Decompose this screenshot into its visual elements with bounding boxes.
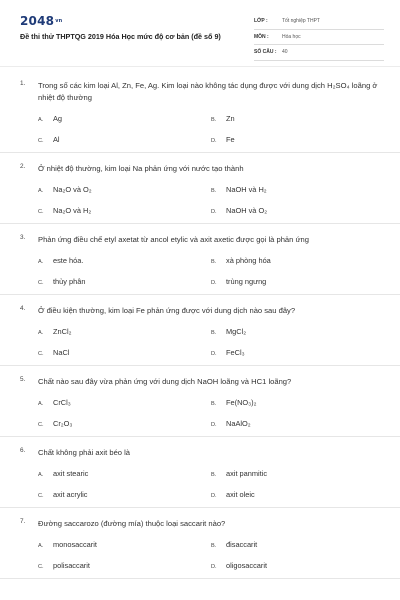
option-letter: D. xyxy=(211,209,217,215)
meta-key: SỐ CÂU : xyxy=(254,49,277,56)
answer-option-d[interactable] xyxy=(211,490,255,499)
option-text: NaAlO₂ xyxy=(226,419,251,428)
answer-options xyxy=(0,459,400,507)
page-header xyxy=(0,0,400,62)
question-item xyxy=(0,447,400,518)
option-text: axit panmitic xyxy=(226,469,268,478)
option-text: Ag xyxy=(53,114,63,123)
question-text: Chất không phải axit béo là xyxy=(38,448,131,457)
option-letter: B. xyxy=(211,543,217,549)
option-text: Al xyxy=(53,135,60,144)
logo-domain: vn xyxy=(55,18,63,24)
option-text: thủy phân xyxy=(53,277,86,286)
option-text: Na₂O và H₂ xyxy=(53,206,92,215)
exam-meta xyxy=(254,14,384,61)
answer-option-a[interactable] xyxy=(38,256,83,265)
answer-options xyxy=(0,246,400,294)
answer-options xyxy=(0,530,400,578)
meta-key: MÔN : xyxy=(254,33,269,40)
question-spacer xyxy=(0,224,400,234)
answer-option-a[interactable] xyxy=(38,114,62,123)
option-text: Fe xyxy=(226,135,235,144)
site-logo[interactable] xyxy=(20,14,62,28)
answer-option-b[interactable] xyxy=(211,256,271,265)
option-text: axit stearic xyxy=(53,469,89,478)
answer-option-b[interactable] xyxy=(211,327,246,336)
answer-options xyxy=(0,175,400,223)
option-letter: D. xyxy=(211,138,217,144)
answer-options xyxy=(0,317,400,365)
option-letter: C. xyxy=(38,209,44,215)
option-text: NaOH và H₂ xyxy=(226,185,267,194)
answer-option-b[interactable] xyxy=(211,114,235,123)
answer-option-b[interactable] xyxy=(211,469,267,478)
question-header xyxy=(0,163,400,175)
question-number: 1. xyxy=(20,80,26,87)
answer-option-c[interactable] xyxy=(38,490,88,499)
question-spacer xyxy=(0,295,400,305)
option-letter: D. xyxy=(211,280,217,286)
option-letter: B. xyxy=(211,188,217,194)
question-header xyxy=(0,80,400,104)
question-list xyxy=(0,80,400,589)
question-spacer xyxy=(0,153,400,163)
question-text: Ở điều kiện thường, kim loại Fe phản ứng được với dung dịch nào sau đây? xyxy=(38,306,296,315)
question-number: 7. xyxy=(20,518,26,525)
option-text: monosaccarit xyxy=(53,540,97,549)
question-item xyxy=(0,518,400,589)
option-letter: A. xyxy=(38,472,44,478)
answer-option-a[interactable] xyxy=(38,327,71,336)
question-item xyxy=(0,163,400,234)
question-header xyxy=(0,234,400,246)
option-letter: D. xyxy=(211,564,217,570)
option-text: Fe(NO₃)₂ xyxy=(226,398,257,407)
option-letter: D. xyxy=(211,493,217,499)
answer-option-d[interactable] xyxy=(211,277,266,286)
option-letter: C. xyxy=(38,564,44,570)
question-text: Đường saccarozo (đường mía) thuộc loại saccarit nào? xyxy=(38,519,226,528)
option-letter: C. xyxy=(38,351,44,357)
option-text: FeCl₃ xyxy=(226,348,245,357)
option-letter: C. xyxy=(38,493,44,499)
option-text: oligosaccarit xyxy=(226,561,268,570)
question-item xyxy=(0,305,400,376)
meta-row-subject xyxy=(254,30,384,46)
question-item xyxy=(0,234,400,305)
answer-option-c[interactable] xyxy=(38,206,91,215)
answer-option-b[interactable] xyxy=(211,185,267,194)
option-text: MgCl₂ xyxy=(226,327,247,336)
question-item xyxy=(0,376,400,447)
answer-option-a[interactable] xyxy=(38,185,92,194)
option-text: este hóa. xyxy=(53,256,84,265)
question-text: Trong số các kim loại Al, Zn, Fe, Ag. Kim loại nào không tác dụng được với dung dịch H₂SO₄ loãng ở nhiệt độ thường xyxy=(38,81,378,102)
answer-option-a[interactable] xyxy=(38,398,71,407)
answer-options xyxy=(0,104,400,152)
option-letter: B. xyxy=(211,117,217,123)
question-header xyxy=(0,518,400,530)
option-text: trùng ngưng xyxy=(226,277,267,286)
question-text: Ở nhiệt độ thường, kim loại Na phản ứng với nước tạo thành xyxy=(38,164,244,173)
option-letter: B. xyxy=(211,401,217,407)
option-text: axit acrylic xyxy=(53,490,88,499)
option-letter: C. xyxy=(38,422,44,428)
option-letter: B. xyxy=(211,330,217,336)
option-letter: A. xyxy=(38,188,44,194)
answer-options xyxy=(0,388,400,436)
option-text: Cr₂O₃ xyxy=(53,419,73,428)
option-text: CrCl₃ xyxy=(53,398,71,407)
option-text: polisaccarit xyxy=(53,561,90,570)
answer-option-b[interactable] xyxy=(211,398,257,407)
question-spacer xyxy=(0,437,400,447)
meta-key: LỚP : xyxy=(254,18,268,25)
question-header xyxy=(0,305,400,317)
answer-option-a[interactable] xyxy=(38,469,88,478)
meta-value: 40 xyxy=(282,49,288,56)
question-header xyxy=(0,447,400,459)
answer-option-b[interactable] xyxy=(211,540,257,549)
option-letter: C. xyxy=(38,138,44,144)
answer-option-c[interactable] xyxy=(38,419,72,428)
question-text: Phản ứng điều chế etyl axetat từ ancol etylic và axit axetic được gọi là phản ứng xyxy=(38,235,309,244)
question-spacer xyxy=(0,579,400,589)
answer-option-a[interactable] xyxy=(38,540,97,549)
question-spacer xyxy=(0,366,400,376)
option-letter: A. xyxy=(38,117,44,123)
option-letter: A. xyxy=(38,259,44,265)
option-text: NaCl xyxy=(53,348,70,357)
option-letter: D. xyxy=(211,351,217,357)
option-text: đisaccarit xyxy=(226,540,258,549)
answer-option-d[interactable] xyxy=(211,135,235,144)
option-letter: C. xyxy=(38,280,44,286)
meta-row-count xyxy=(254,45,384,61)
question-item xyxy=(0,80,400,163)
header-divider xyxy=(0,66,400,67)
option-text: Na₂O và O₂ xyxy=(53,185,92,194)
question-number: 3. xyxy=(20,234,26,241)
meta-value: Hóa học xyxy=(282,33,301,40)
answer-option-c[interactable] xyxy=(38,561,90,570)
answer-option-d[interactable] xyxy=(211,206,267,215)
option-letter: B. xyxy=(211,472,217,478)
question-number: 5. xyxy=(20,376,26,383)
option-text: NaOH và O₂ xyxy=(226,206,268,215)
meta-value: Tốt nghiệp THPT xyxy=(282,18,320,25)
answer-option-c[interactable] xyxy=(38,135,60,144)
answer-option-c[interactable] xyxy=(38,277,85,286)
option-text: Zn xyxy=(226,114,235,123)
meta-row-class xyxy=(254,14,384,30)
logo-text: 2048 xyxy=(20,14,55,28)
exam-title: Đề thi thử THPTQG 2019 Hóa Học mức độ cơ bản (đề số 9) xyxy=(20,32,221,41)
answer-option-c[interactable] xyxy=(38,348,69,357)
question-spacer xyxy=(0,508,400,518)
question-header xyxy=(0,376,400,388)
option-letter: D. xyxy=(211,422,217,428)
question-number: 4. xyxy=(20,305,26,312)
option-text: xà phòng hóa xyxy=(226,256,271,265)
answer-option-d[interactable] xyxy=(211,348,245,357)
option-letter: A. xyxy=(38,330,44,336)
option-letter: A. xyxy=(38,401,44,407)
question-number: 2. xyxy=(20,163,26,170)
question-number: 6. xyxy=(20,447,26,454)
question-text: Chất nào sau đây vừa phản ứng với dung dịch NaOH loãng và HC1 loãng? xyxy=(38,377,292,386)
answer-option-d[interactable] xyxy=(211,561,267,570)
answer-option-d[interactable] xyxy=(211,419,251,428)
option-letter: B. xyxy=(211,259,217,265)
option-text: axit oleic xyxy=(226,490,255,499)
option-letter: A. xyxy=(38,543,44,549)
option-text: ZnCl₂ xyxy=(53,327,72,336)
